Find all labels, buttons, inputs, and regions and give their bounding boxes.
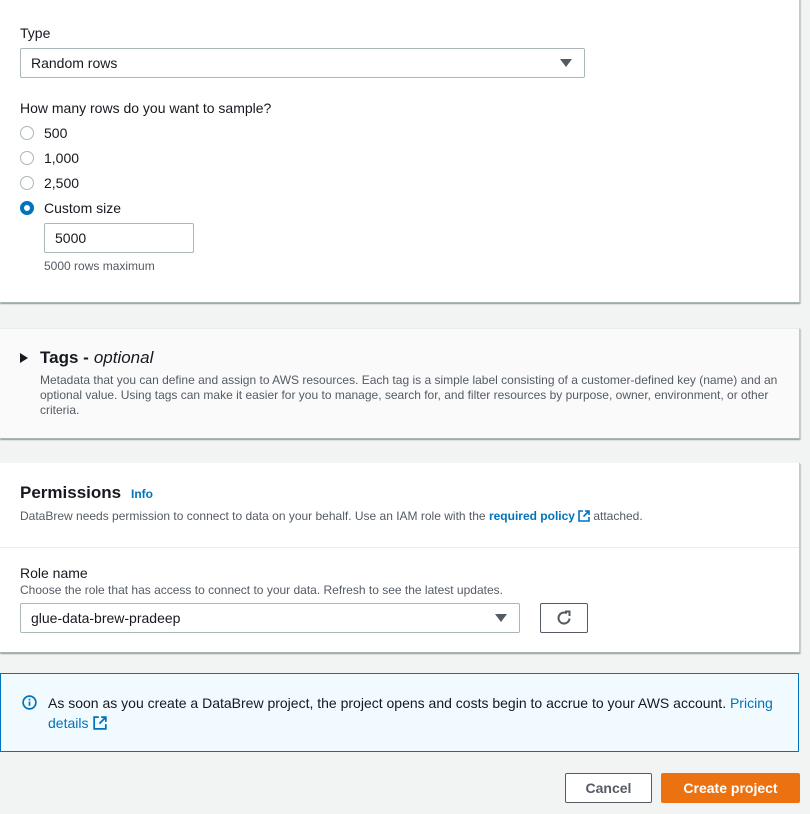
radio-button[interactable] (20, 176, 34, 190)
radio-button[interactable] (20, 126, 34, 140)
alert-message: As soon as you create a DataBrew project, the project opens and costs begin to accrue to your AWS account. (48, 695, 727, 711)
radio-custom-size[interactable] (20, 198, 121, 218)
radio-1000[interactable] (20, 148, 79, 168)
type-label: Type (20, 25, 51, 41)
pricing-link-text-2[interactable]: details (48, 715, 89, 731)
required-policy-link-text[interactable]: required policy (488, 509, 575, 523)
permissions-title: Permissions (20, 483, 122, 502)
role-select[interactable] (20, 603, 520, 633)
refresh-icon (555, 609, 573, 627)
create-project-button[interactable]: Create project (661, 773, 800, 803)
info-link[interactable]: Info (131, 487, 153, 501)
rows-question: How many rows do you want to sample? (20, 100, 272, 116)
divider (0, 547, 799, 548)
refresh-button[interactable] (540, 603, 588, 633)
external-link-icon (93, 716, 107, 730)
radio-button-selected[interactable] (20, 201, 34, 215)
radio-label: 2,500 (44, 175, 80, 191)
permissions-desc-after: attached. (593, 509, 643, 523)
permissions-desc-text: DataBrew needs permission to connect to data on your behalf. Use an IAM role with the (20, 509, 486, 523)
type-select-value: Random rows (31, 55, 118, 71)
info-circle-icon (22, 695, 37, 710)
expand-triangle-icon (20, 353, 28, 363)
radio-500[interactable] (20, 123, 67, 143)
tags-title: Tags - (40, 348, 89, 367)
required-policy-link[interactable] (489, 509, 590, 523)
caret-down-icon (495, 614, 507, 622)
role-name-hint: Choose the role that has access to connect to your data. Refresh to see the latest updates. (20, 583, 503, 597)
custom-size-input[interactable]: 5000 (44, 223, 194, 253)
role-select-value: glue-data-brew-pradeep (31, 610, 181, 626)
sample-panel (0, 0, 800, 303)
radio-label: 1,000 (44, 150, 80, 166)
alert-text (48, 693, 788, 733)
type-select[interactable] (20, 48, 585, 78)
custom-size-hint: 5000 rows maximum (44, 259, 155, 273)
permissions-description (20, 509, 643, 523)
pricing-alert (0, 673, 799, 752)
radio-label: Custom size (44, 200, 122, 216)
radio-2500[interactable] (20, 173, 79, 193)
tags-description: Metadata that you can define and assign to AWS resources. Each tag is a simple label consisting of a customer-defined key (name) and an optional value. Using tags can make it easier for you to manage, search for, and filter resources by purpose, owner, environment, or other criteria. (40, 373, 778, 417)
tags-expander[interactable] (20, 348, 153, 368)
tags-optional: optional (93, 348, 154, 367)
radio-label: 500 (44, 125, 68, 141)
cancel-button[interactable]: Cancel (565, 773, 652, 803)
radio-button[interactable] (20, 151, 34, 165)
caret-down-icon (560, 59, 572, 67)
role-name-label: Role name (20, 565, 88, 581)
pricing-link-text-1[interactable]: Pricing (729, 695, 773, 711)
external-link-icon (578, 510, 590, 522)
